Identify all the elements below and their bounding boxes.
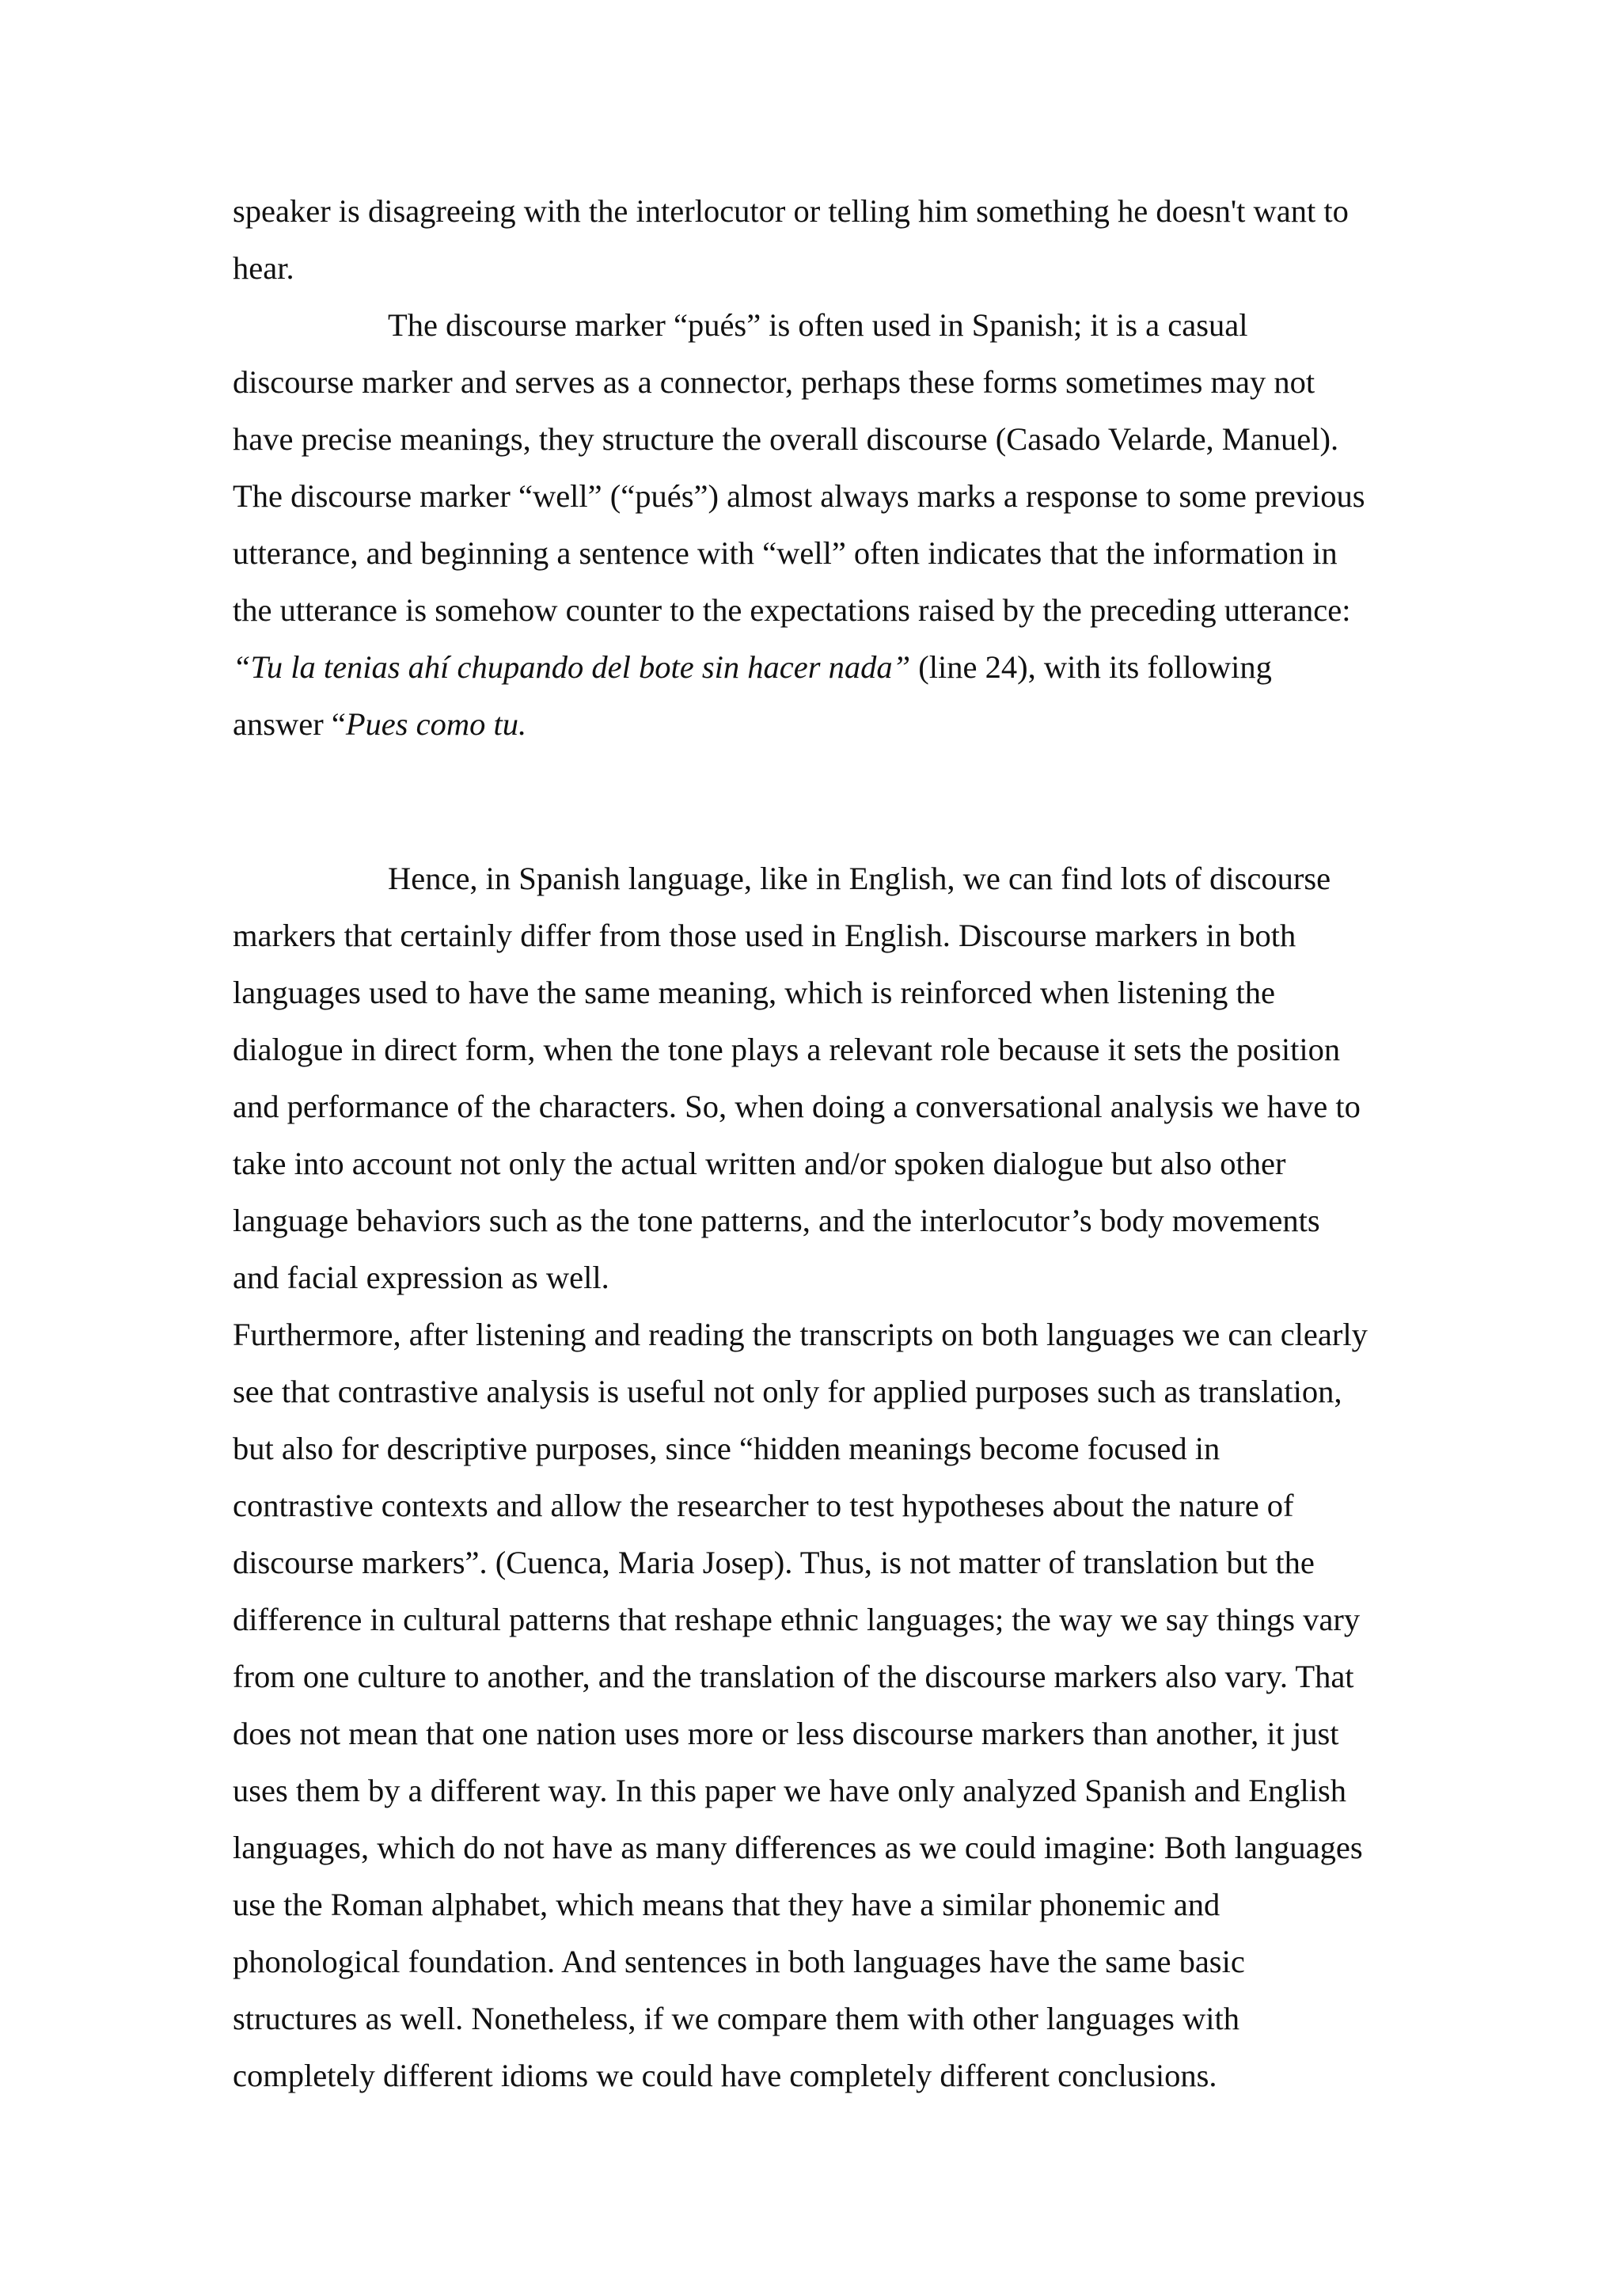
text-line bbox=[233, 530, 1338, 577]
text-run: contrastive contexts and allow the researcher to test hypotheses about the nature of bbox=[233, 1488, 1294, 1523]
text-run: language behaviors such as the tone patterns, and the interlocutor’s body movements bbox=[233, 1203, 1320, 1238]
text-run: discourse marker and serves as a connector, perhaps these forms sometimes may not bbox=[233, 364, 1315, 400]
text-run: discourse markers”. (Cuenca, Maria Josep). Thus, is not matter of translation but the bbox=[233, 1545, 1315, 1580]
text-run: hear. bbox=[233, 250, 294, 286]
text-run: difference in cultural patterns that reshape ethnic languages; the way we say things vary bbox=[233, 1602, 1361, 1637]
text-line bbox=[233, 1482, 1294, 1530]
text-run: completely different idioms we could have completely different conclusions. bbox=[233, 2058, 1217, 2093]
text-line bbox=[233, 1140, 1286, 1188]
text-line bbox=[233, 587, 1350, 634]
text-line bbox=[388, 302, 1247, 349]
text-line bbox=[233, 416, 1338, 463]
text-line bbox=[233, 359, 1315, 406]
text-run: see that contrastive analysis is useful not only for applied purposes such as translation, bbox=[233, 1374, 1342, 1409]
text-run: take into account not only the actual written and/or spoken dialogue but also other bbox=[233, 1146, 1286, 1181]
text-line bbox=[233, 1083, 1361, 1131]
text-line bbox=[233, 969, 1275, 1017]
text-run: does not mean that one nation uses more or less discourse markers than another, it just bbox=[233, 1716, 1339, 1751]
text-run: languages, which do not have as many differences as we could imagine: Both languages bbox=[233, 1830, 1363, 1865]
text-line bbox=[233, 1539, 1315, 1587]
text-line bbox=[233, 1026, 1340, 1074]
text-line bbox=[233, 1368, 1342, 1416]
text-line bbox=[233, 1596, 1360, 1644]
text-line bbox=[233, 188, 1349, 235]
text-run: (line 24), with its following bbox=[910, 649, 1272, 685]
italic-quote: “Tu la tenias ahí chupando del bote sin hacer nada” bbox=[233, 649, 911, 685]
text-run: speaker is disagreeing with the interlocutor or telling him something he doesn't want to bbox=[233, 193, 1349, 229]
text-run: structures as well. Nonetheless, if we compare them with other languages with bbox=[233, 2001, 1240, 2036]
text-run: from one culture to another, and the translation of the discourse markers also vary. That bbox=[233, 1659, 1354, 1694]
text-line bbox=[233, 912, 1296, 960]
text-run: languages used to have the same meaning, which is reinforced when listening the bbox=[233, 975, 1275, 1010]
text-line bbox=[233, 701, 526, 748]
italic-quote: Pues como tu. bbox=[345, 706, 527, 742]
text-line bbox=[233, 1767, 1346, 1815]
text-line bbox=[233, 1881, 1220, 1929]
text-line bbox=[388, 855, 1331, 903]
text-line bbox=[233, 1254, 609, 1302]
text-run: uses them by a different way. In this paper we have only analyzed Spanish and English bbox=[233, 1773, 1346, 1808]
text-run: and facial expression as well. bbox=[233, 1260, 609, 1295]
text-line bbox=[233, 1197, 1320, 1245]
text-run: markers that certainly differ from those used in English. Discourse markers in both bbox=[233, 918, 1296, 953]
text-line bbox=[233, 473, 1365, 520]
text-run: Hence, in Spanish language, like in English, we can find lots of discourse bbox=[388, 861, 1331, 896]
text-run: but also for descriptive purposes, since “hidden meanings become focused in bbox=[233, 1431, 1220, 1466]
text-run: and performance of the characters. So, when doing a conversational analysis we have to bbox=[233, 1089, 1361, 1124]
text-run: answer “ bbox=[233, 706, 346, 742]
text-line bbox=[233, 1311, 1368, 1359]
text-line bbox=[233, 1710, 1339, 1758]
text-run: The discourse marker “well” (“pués”) almost always marks a response to some previous bbox=[233, 478, 1365, 514]
text-run: dialogue in direct form, when the tone plays a relevant role because it sets the position bbox=[233, 1032, 1341, 1067]
text-line bbox=[233, 1425, 1220, 1473]
text-run: The discourse marker “pués” is often used in Spanish; it is a casual bbox=[388, 307, 1248, 343]
text-run: use the Roman alphabet, which means that they have a similar phonemic and bbox=[233, 1887, 1220, 1922]
text-line bbox=[233, 644, 1272, 691]
text-line bbox=[233, 1995, 1239, 2043]
text-run: phonological foundation. And sentences in both languages have the same basic bbox=[233, 1944, 1245, 1979]
text-line bbox=[233, 1938, 1245, 1986]
text-line bbox=[233, 2052, 1217, 2100]
text-run: Furthermore, after listening and reading the transcripts on both languages we can clearly bbox=[233, 1317, 1368, 1352]
text-line bbox=[233, 1824, 1363, 1872]
text-line bbox=[233, 1653, 1354, 1701]
text-run: have precise meanings, they structure the overall discourse (Casado Velarde, Manuel). bbox=[233, 421, 1339, 457]
text-line bbox=[233, 245, 294, 292]
text-run: utterance, and beginning a sentence with “well” often indicates that the information in bbox=[233, 535, 1338, 571]
text-run: the utterance is somehow counter to the expectations raised by the preceding utterance: bbox=[233, 592, 1351, 628]
